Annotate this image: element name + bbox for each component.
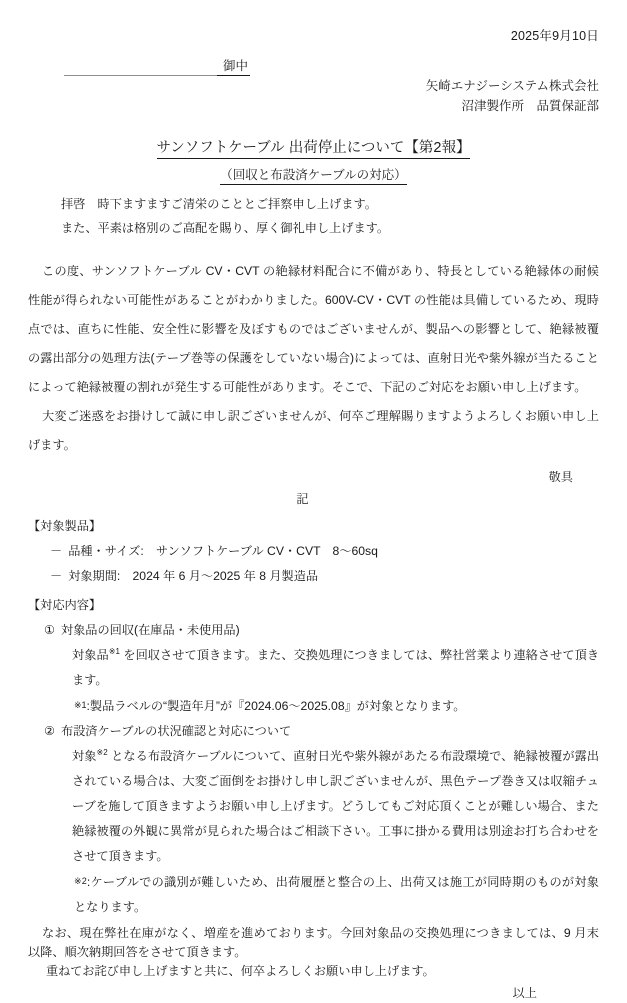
- body-paragraph-1: この度、サンソフトケーブル CV・CVT の絶縁材料配合に不備があり、特長としている絶縁体の耐候性能が得られない可能性があることがわかりました。600V-CV・CVT の性能は具備しているため、現時点では、直ちに性能、安全性に影響を及ぼすものではございませんが、製品への影響として、絶縁被覆の露出部分の処理方法(テープ巻等の保護をしていない場合)によっては、直射日光や紫外線が当たることによって絶縁被覆の割れが発生する可能性があります。そこで、下記のご対応をお願い申し上げます。: [28, 264, 599, 394]
- subtitle-row: [0, 159, 627, 185]
- response-item-1-title-text: 対象品の回収(在庫品・未使用品): [60, 623, 240, 637]
- recipient-honorific: 御中: [217, 56, 250, 76]
- page-title: サンソフトケーブル 出荷停止について【第2報】: [157, 136, 471, 159]
- response-item-2-note: [74, 869, 599, 920]
- greeting-line-2: また、平素は格別のご高配を賜り、厚く御礼申し上げます。: [61, 221, 390, 235]
- footer-note-paragraph: なお、現在弊社在庫がなく、増産を進めております。今回対象品の交換処理につきましては、9 月末以降、順次納期回答をさせて頂きます。: [28, 926, 599, 959]
- dash-bullet-icon: －: [50, 569, 63, 583]
- recipient-line: [64, 56, 250, 76]
- product-item-1: [50, 539, 599, 564]
- detail-post-text: となる布設済ケーブルについて、直射日光や紫外線があたる布設環境で、絶縁被覆が露出されている場合は、大変ご面倒をお掛けし申し訳ございませんが、黒色テープ巻き又は収縮チューブを施して頂きますようお願い申し上げます。どうしてもご対応頂くことが難しい場合、また絶縁被覆の外観に異常が見られた場合はご相談下さい。工事に掛かる費用は別途お打ち合わせをさせて頂きます。: [72, 749, 600, 863]
- footer-apology-paragraph: 重ねてお詫び申し上げますと共に、何卒よろしくお願い申し上げます。: [46, 964, 435, 978]
- response-item-1-title: [44, 618, 599, 643]
- recipient-blank-field[interactable]: [64, 59, 217, 76]
- item-number-1: ①: [44, 623, 55, 637]
- response-item-2-detail: [72, 744, 599, 869]
- footnote-text-2: :ケーブルでの識別が難しいため、出荷履歴と整合の上、出荷又は施工が同時期のものが対象となります。: [74, 875, 599, 914]
- ki-marker: 記: [296, 492, 309, 506]
- body-paragraph-2: 大変ご迷惑をお掛けして誠に申し訳ございませんが、何卒ご理解賜りますようよろしくお願い申し上げます。: [28, 409, 599, 452]
- product-section-heading: 【対象製品】: [28, 519, 102, 533]
- detail-pre-text: 対象: [72, 749, 97, 763]
- response-item-1-note: [74, 693, 599, 719]
- closing-keigu: 敬具: [548, 470, 573, 484]
- footnote-text-1: :製品ラベルの“製造年月”が『2024.06～2025.08』が対象となります。: [86, 699, 466, 713]
- page-subtitle: （回収と布設済ケーブルの対応）: [220, 165, 406, 185]
- product-item-1-text: 品種・サイズ: サンソフトケーブル CV・CVT 8～60sq: [68, 544, 378, 558]
- footnote-mark-1: ※1: [74, 700, 87, 710]
- document-body: [28, 192, 599, 1003]
- footnote-ref-2: ※2: [96, 747, 108, 757]
- ijou-marker: 以上: [512, 986, 537, 1000]
- sender-block: [426, 76, 599, 116]
- footnote-ref-1: ※1: [108, 646, 120, 656]
- product-item-2: [50, 564, 599, 589]
- title-row: [0, 136, 627, 159]
- detail-post-text: を回収させて頂きます。また、交換処理につきましては、弊社営業より連絡させて頂きます。: [72, 648, 600, 687]
- title-block: [0, 136, 627, 185]
- dash-bullet-icon: －: [50, 544, 63, 558]
- detail-pre-text: 対象品: [72, 648, 109, 662]
- response-item-2-title-text: 布設済ケーブルの状況確認と対応について: [60, 724, 292, 738]
- greeting-line-1: 拝啓 時下ますますご清栄のこととご拝察申し上げます。: [61, 197, 377, 211]
- document-date: 2025年9月10日: [510, 29, 599, 43]
- response-section-heading: 【対応内容】: [28, 598, 102, 612]
- item-number-2: ②: [44, 724, 55, 738]
- footnote-mark-2: ※2: [74, 876, 87, 886]
- sender-company: 矢崎エナジーシステム株式会社: [425, 79, 599, 93]
- spacer: [28, 240, 599, 257]
- product-item-2-text: 対象期間: 2024 年 6 月～2025 年 8 月製造品: [68, 569, 319, 583]
- response-item-1-detail: [72, 643, 599, 693]
- sender-division: 沼津製作所 品質保証部: [461, 99, 599, 113]
- response-item-2-title: [44, 719, 599, 744]
